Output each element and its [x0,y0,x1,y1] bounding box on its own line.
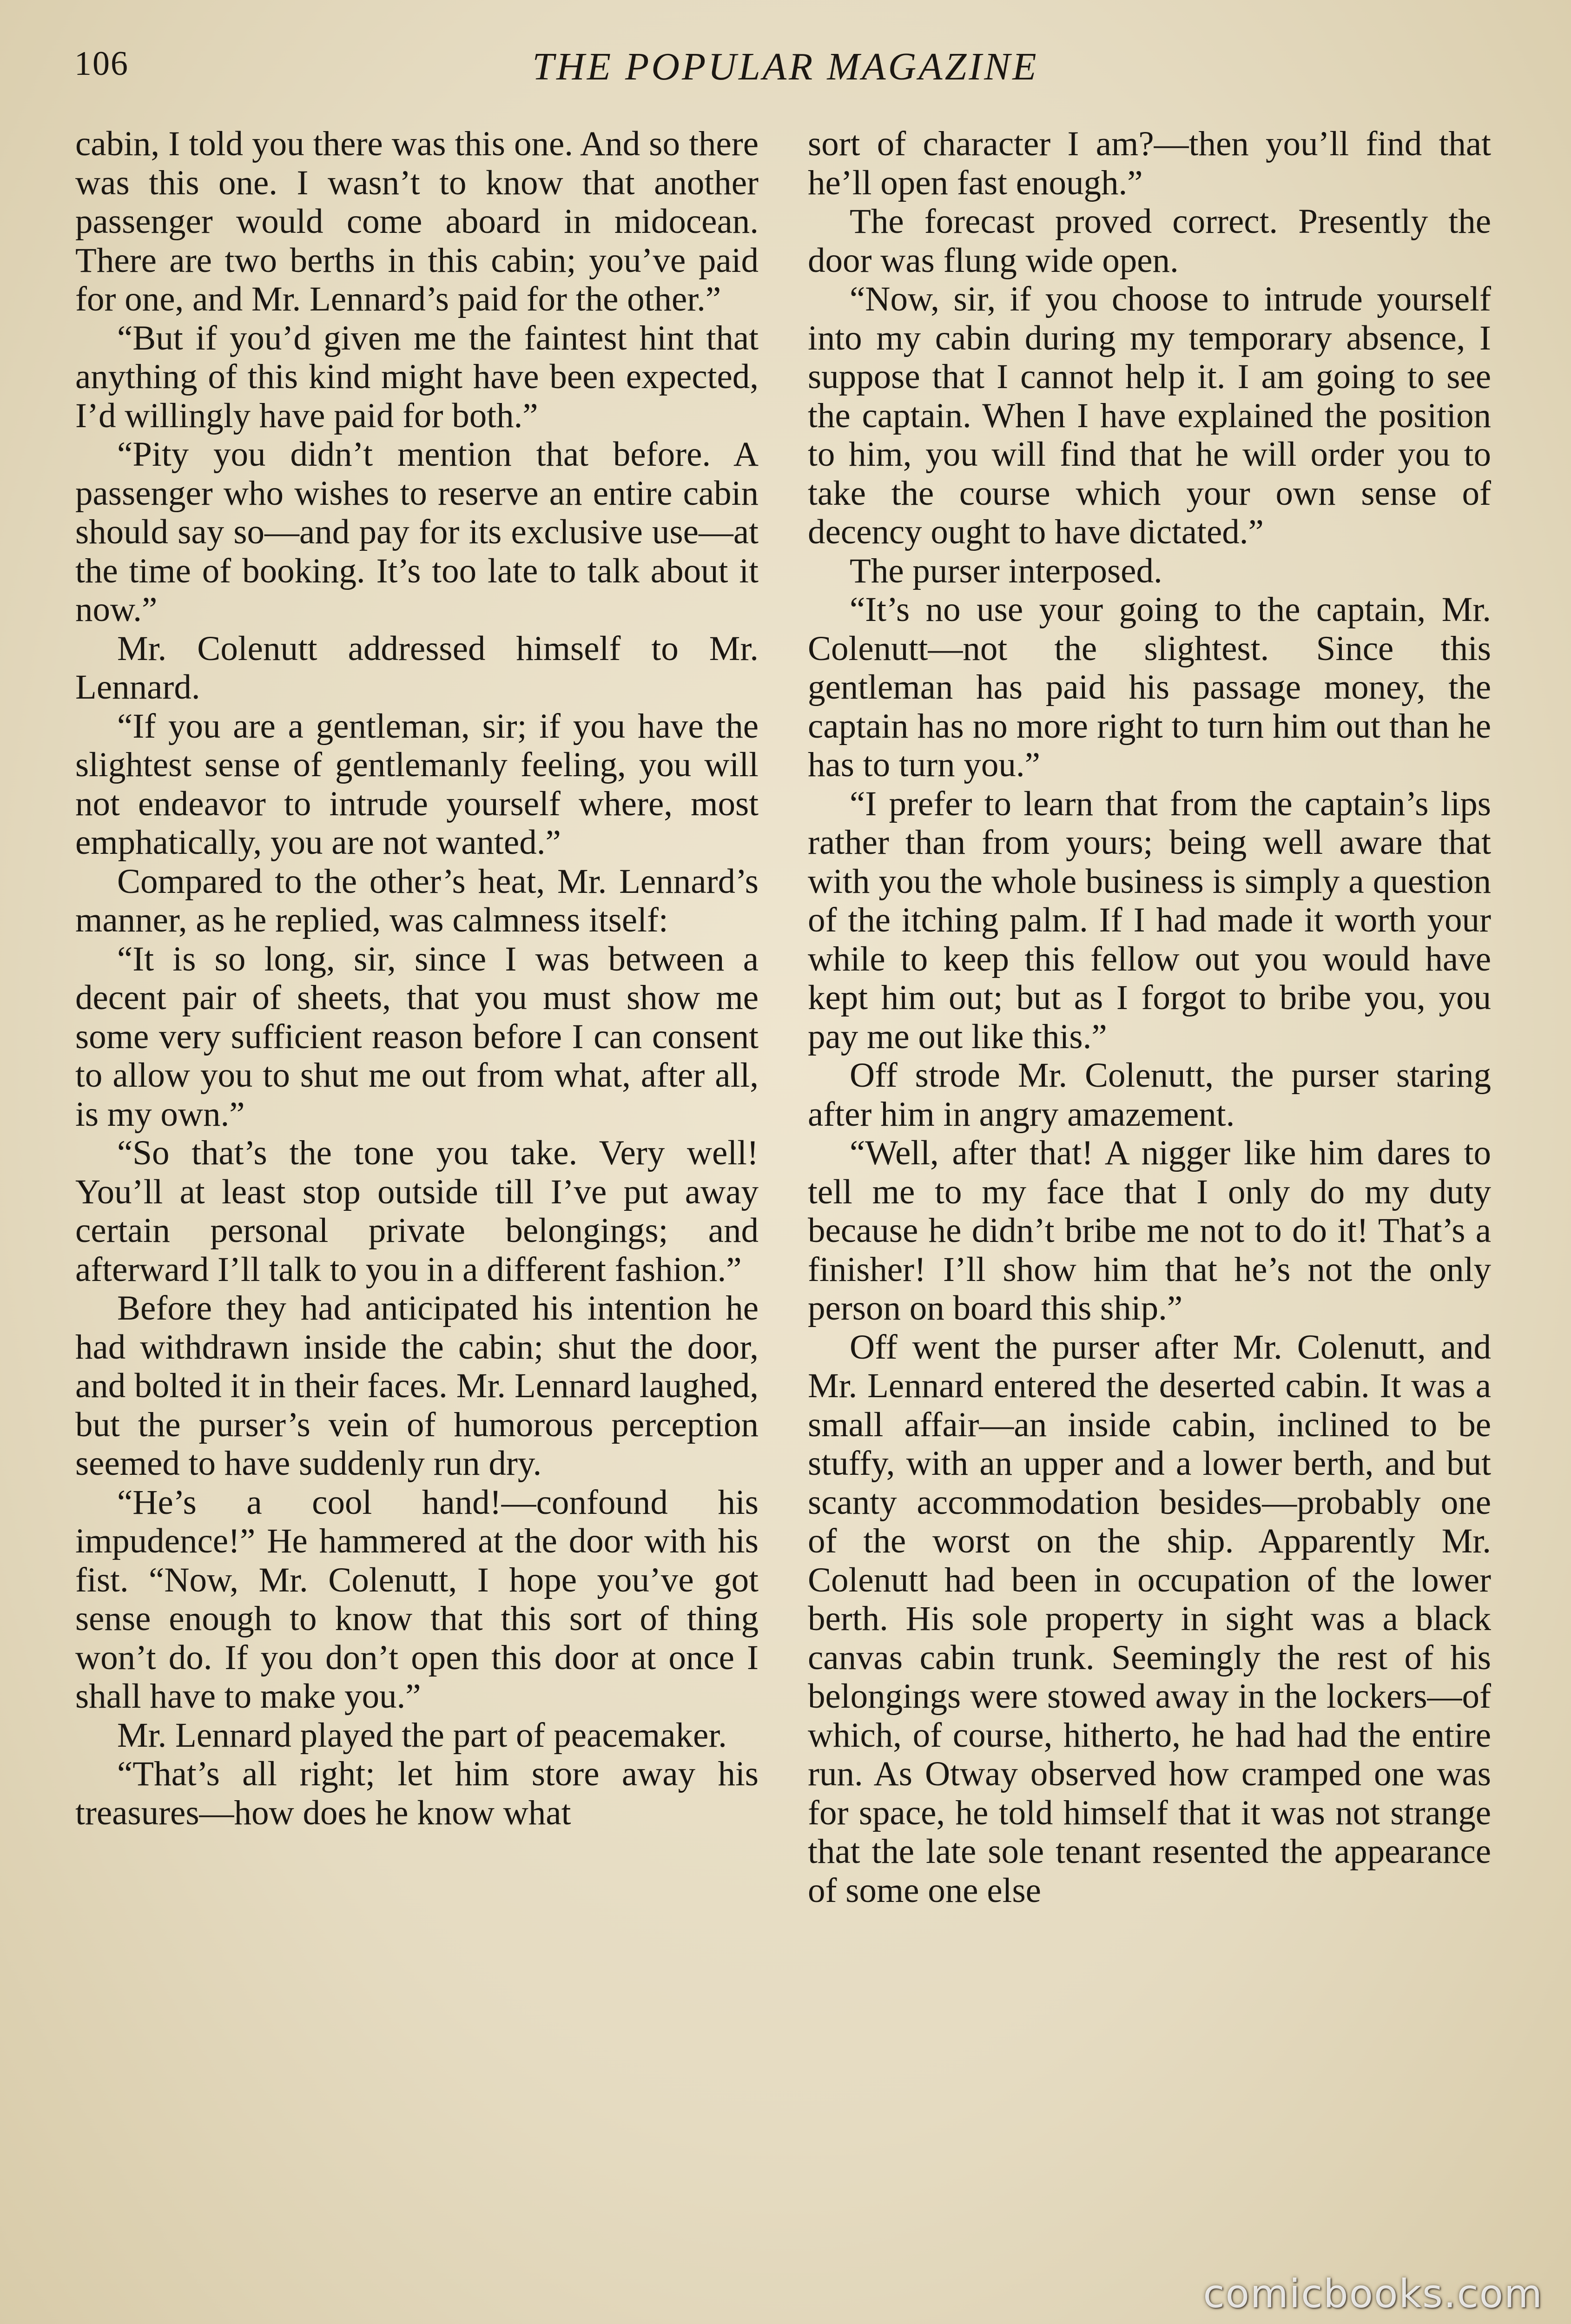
paragraph: “He’s a cool hand!—confound his impudence!” He hammered at the door with his fist. “Now, Mr. Colenutt, I hope you’ve got sense enough to know that this sort of thing won’t do. If you don’t open this door at once I shall have to make you.” [75,1483,759,1716]
paragraph: Mr. Lennard played the part of peacemaker. [117,1716,727,1755]
paragraph: Mr. Colenutt addressed himself to Mr. Lennard. [75,629,759,706]
paragraph: “So that’s the tone you take. Very well! You’ll at least stop outside till I’ve put away certain personal private belongings; and afterward I’ll talk to you in a different fashion.” [75,1134,759,1289]
paragraph: The purser interposed. [850,551,1162,590]
paragraph: Compared to the other’s heat, Mr. Lennard’s manner, as he replied, was calmness itself: [75,862,759,939]
left-column [75,125,759,1832]
page-number: 106 [74,45,129,83]
paragraph: sort of character I am?—then you’ll find that he’ll open fast enough.” [808,125,1491,202]
paragraph: “It is so long, sir, since I was between a decent pair of sheets, that you must show me some very sufficient reason before I can consent to allow you to shut me out from what, after all, is my own.” [75,939,759,1134]
paragraph: “It’s no use your going to the captain, Mr. Colenutt—not the slightest. Since this gentleman has paid his passage money, the captain has no more right to turn him out than he has to turn you.” [808,590,1491,784]
running-head: THE POPULAR MAGAZINE [532,45,1039,88]
paragraph: Off went the purser after Mr. Colenutt, and Mr. Lennard entered the deserted cabin. It was a small affair—an inside cabin, inclined to be stuffy, with an upper and a lower berth, and but scanty accommodation besides—probably one of the worst on the ship. Apparently Mr. Colenutt had been in occupation of the lower berth. His sole property in sight was a black canvas cabin trunk. Seemingly the rest of his belongings were stowed away in the lockers—of which, of course, hitherto, he had had the entire run. As Otway observed how cramped one was for space, he told himself that it was not strange that the late sole tenant resented the appearance of some one else [808,1327,1491,1910]
paragraph: “I prefer to learn that from the captain’s lips rather than from yours; being well aware that with you the whole business is simply a question of the itching palm. If I had made it worth your while to keep this fellow out you would have kept him out; but as I forgot to bribe you, you pay me out like this.” [808,784,1491,1056]
right-column [808,125,1491,1910]
paragraph: The forecast proved correct. Presently the door was flung wide open. [808,202,1491,280]
paragraph: “Well, after that! A nigger like him dares to tell me to my face that I only do my duty because he didn’t bribe me not to do it! That’s a finisher! I’ll show him that he’s not the only person on board this ship.” [808,1134,1491,1327]
paragraph: “Pity you didn’t mention that before. A passenger who wishes to reserve an entire cabin should say so—and pay for its exclusive use—at the time of booking. It’s too late to talk about it now.” [75,435,759,629]
paragraph: cabin, I told you there was this one. And so there was this one. I wasn’t to know that another passenger would come aboard in midocean. There are two berths in this cabin; you’ve paid for one, and Mr. Lennard’s paid for the other.” [75,125,759,318]
paragraph: “But if you’d given me the faintest hint that anything of this kind might have been expected, I’d willingly have paid for both.” [75,318,759,435]
watermark: comicbooks.com [1203,2271,1543,2317]
paragraph: Off strode Mr. Colenutt, the purser staring after him in angry amazement. [808,1056,1491,1134]
paragraph: Before they had anticipated his intention he had withdrawn inside the cabin; shut the door, and bolted it in their faces. Mr. Lennard laughed, but the purser’s vein of humorous perception seemed to have suddenly run dry. [75,1289,759,1483]
paragraph: “That’s all right; let him store away his treasures—how does he know what [75,1755,759,1832]
paragraph: “If you are a gentleman, sir; if you have the slightest sense of gentlemanly feeling, you will not endeavor to intrude yourself where, most emphatically, you are not wanted.” [75,706,759,862]
page-header [74,44,1497,100]
paragraph: “Now, sir, if you choose to intrude yourself into my cabin during my temporary absence, I suppose that I cannot help it. I am going to see the captain. When I have explained the position to him, you will find that he will order you to take the course which your own sense of decency ought to have dictated.” [808,280,1491,551]
